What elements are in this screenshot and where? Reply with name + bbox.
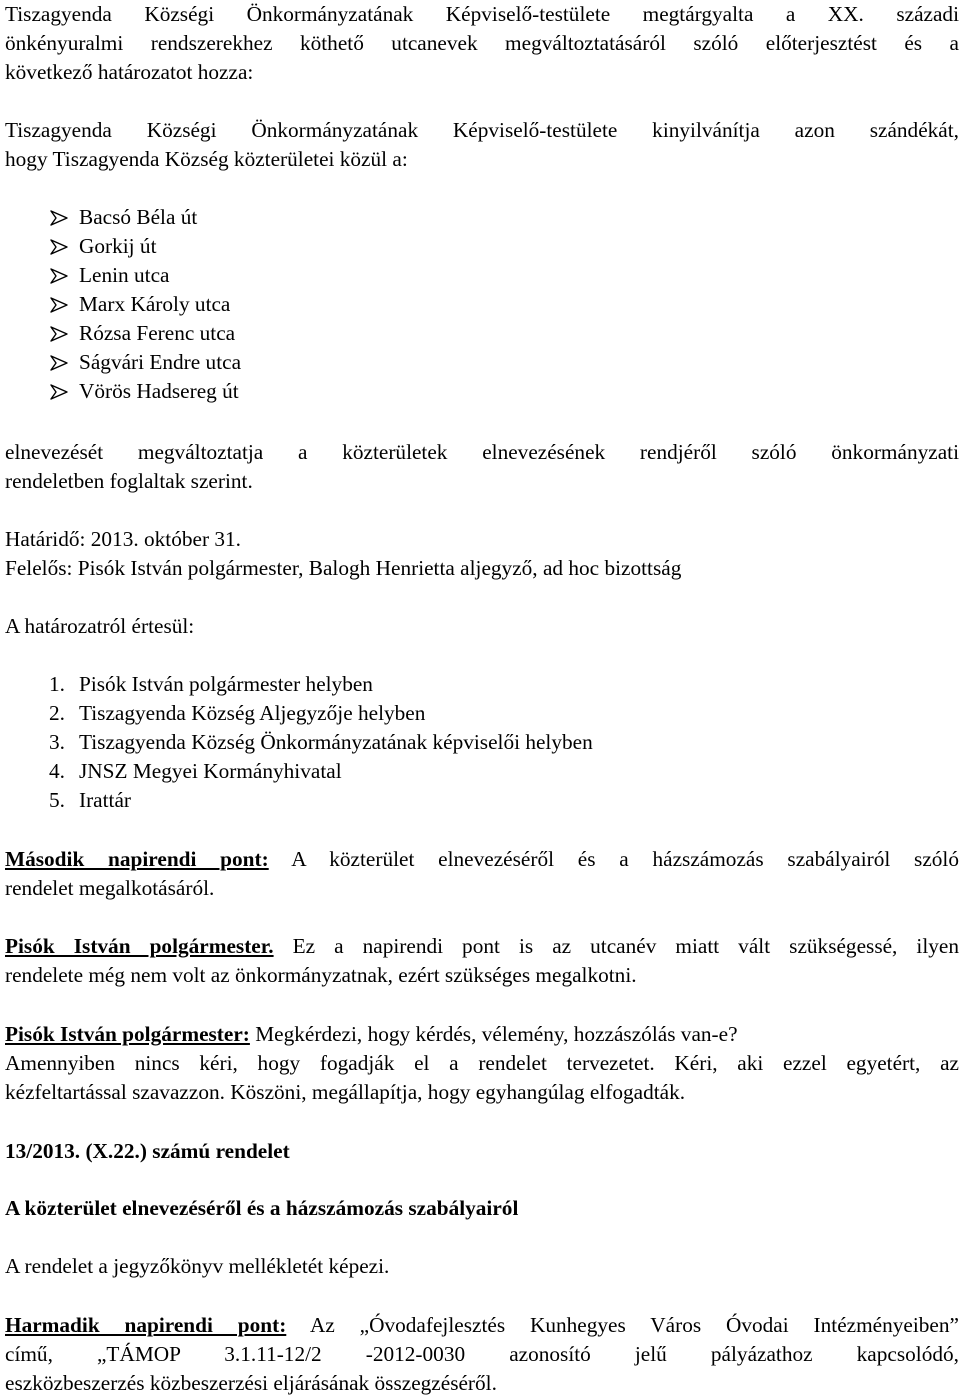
rename-paragraph [5,438,959,496]
street-name: Bacsó Béla út [79,205,198,229]
notify-recipient: Pisók István polgármester helyben [79,672,373,696]
street-item [5,261,959,290]
notify-item [5,728,959,757]
second-agenda-text: A közterület elnevezéséről és a házszámozás szabályairól szóló [268,847,959,871]
notify-number: 4. [49,759,65,783]
street-item [5,348,959,377]
third-agenda-line [5,1311,959,1340]
third-agenda-item [5,1311,959,1398]
street-item [5,203,959,232]
notify-item [5,786,959,815]
notify-item [5,699,959,728]
notify-number: 3. [49,730,65,754]
rename-line: elnevezését megváltoztatja a közterületek elnevezésének rendjéről szóló önkormányzati [5,440,959,464]
deadline: Határidő: 2013. október 31. [5,527,241,551]
notify-number: 1. [49,672,65,696]
notify-recipient: Tiszagyenda Község Önkormányzatának képviselői helyben [79,730,593,754]
notify-recipient: Irattár [79,788,132,812]
mayor-label: Pisók István polgármester. [5,934,274,958]
intro-line: következő határozatot hozza: [5,60,254,84]
arrow-bullet-icon [50,297,68,313]
decree-title: A közterület elnevezéséről és a házszámozás szabályairól [5,1196,519,1220]
mayor-statement-line: Amennyiben nincs kéri, hogy fogadják el a rendelet tervezetet. Kéri, aki ezzel egyetért, az [5,1051,959,1075]
third-agenda-line: eszközbeszerzés közbeszerzési eljárásának összegzéséről. [5,1371,497,1395]
street-item [5,377,959,406]
street-item [5,319,959,348]
third-agenda-text: Az „Óvodafejlesztés Kunhegyes Város Óvodai Intézményeiben” [286,1313,959,1337]
street-item [5,290,959,319]
arrow-bullet-icon [50,326,68,342]
mayor-statement-line: rendelete még nem volt az önkormányzatnak, ezért szükséges megalkotni. [5,963,637,987]
second-agenda-line: rendelet megalkotásáról. [5,876,215,900]
annex-note: A rendelet a jegyzőkönyv mellékletét képezi. [5,1254,390,1278]
arrow-bullet-icon [50,268,68,284]
street-name: Rózsa Ferenc utca [79,321,236,345]
notify-item [5,757,959,786]
mayor-statement-line: kézfeltartással szavazzon. Köszöni, megállapítja, hogy egyhangúlag elfogadták. [5,1080,686,1104]
notify-recipient: JNSZ Megyei Kormányhivatal [79,759,342,783]
mayor-statement-line [5,1020,959,1049]
rename-line: rendeletben foglaltak szerint. [5,469,253,493]
arrow-bullet-icon [50,210,68,226]
mayor-statement-line [5,932,959,961]
street-name: Vörös Hadsereg út [79,379,239,403]
second-agenda-label: Második napirendi pont: [5,847,269,871]
notify-number: 5. [49,788,65,812]
street-item [5,232,959,261]
arrow-bullet-icon [50,355,68,371]
street-list [5,203,959,406]
notify-heading: A határozatról értesül: [5,614,195,638]
mayor-text: Megkérdezi, hogy kérdés, vélemény, hozzászólás van-e? [249,1022,738,1046]
street-name: Ságvári Endre utca [79,350,242,374]
notify-number: 2. [49,701,65,725]
street-name: Gorkij út [79,234,157,258]
decree-number: 13/2013. (X.22.) számú rendelet [5,1139,290,1163]
second-agenda-line [5,845,959,874]
intro-line: önkényuralmi rendszerekhez köthető utcanevek megváltoztatásáról szóló előterjesztést és a [5,31,959,55]
mayor-label: Pisók István polgármester: [5,1022,250,1046]
second-agenda-item [5,845,959,903]
arrow-bullet-icon [50,239,68,255]
third-agenda-line: című, „TÁMOP 3.1.11-12/2 -2012-0030 azonosító jelű pályázathoz kapcsolódó, [5,1342,959,1366]
notify-item [5,670,959,699]
street-name: Lenin utca [79,263,170,287]
intro-line: Tiszagyenda Községi Önkormányzatának Képviselő-testülete megtárgyalta a XX. századi [5,2,959,26]
arrow-bullet-icon [50,384,68,400]
mayor-statement-1 [5,932,959,990]
mayor-text: Ez a napirendi pont is az utcanév miatt vált szükségessé, ilyen [273,934,959,958]
third-agenda-label: Harmadik napirendi pont: [5,1313,287,1337]
responsible: Felelős: Pisók István polgármester, Balogh Henrietta aljegyző, ad hoc bizottság [5,556,682,580]
mayor-statement-2 [5,1020,959,1107]
intro-paragraph [5,0,959,87]
notify-list [5,670,959,815]
notify-recipient: Tiszagyenda Község Aljegyzője helyben [79,701,426,725]
resolution-line: Tiszagyenda Községi Önkormányzatának Képviselő-testülete kinyilvánítja azon szándékát, [5,118,959,142]
resolution-paragraph [5,116,959,174]
street-name: Marx Károly utca [79,292,231,316]
resolution-line: hogy Tiszagyenda Község közterületei közül a: [5,147,408,171]
